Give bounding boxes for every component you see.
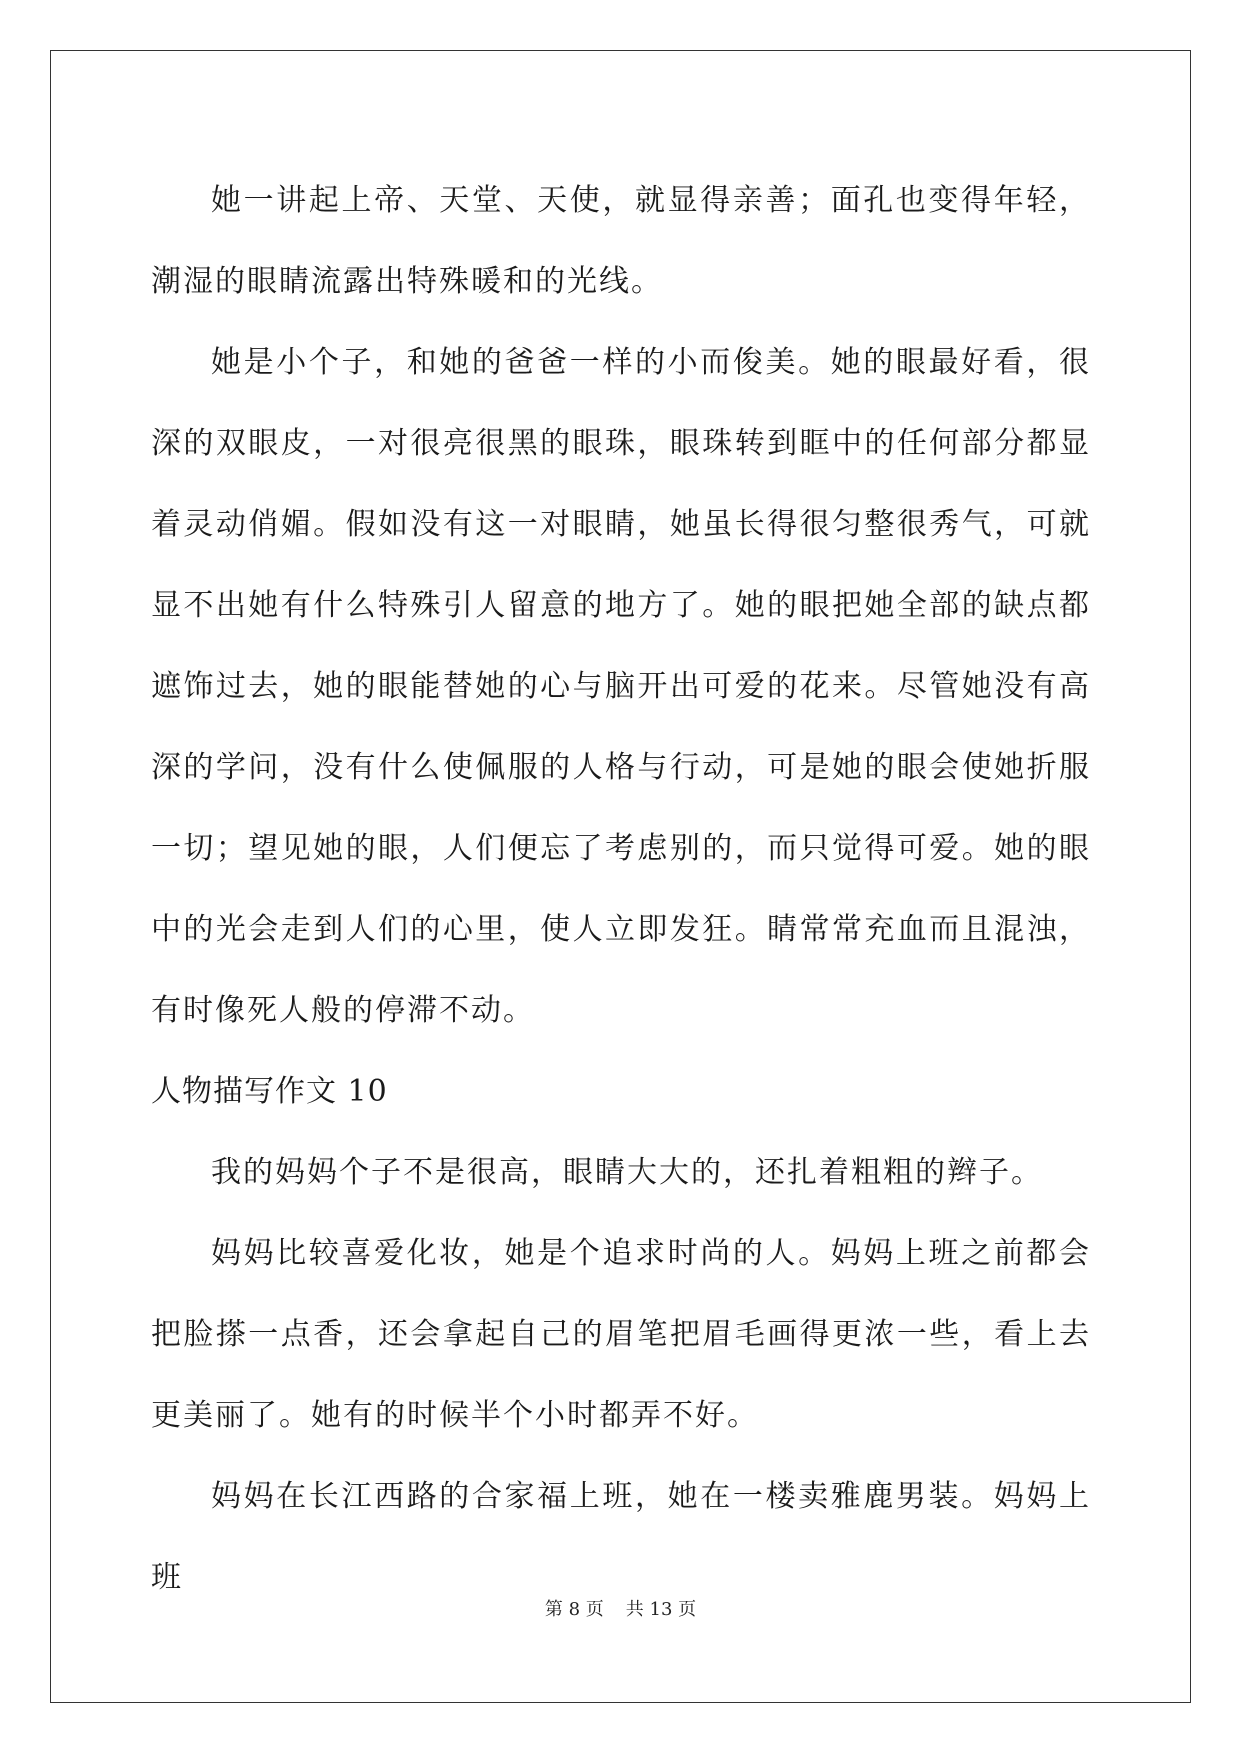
- page-total: 共 13 页: [625, 1599, 697, 1620]
- paragraph-4: 妈妈比较喜爱化妆，她是个追求时尚的人。妈妈上班之前都会把脸搽一点香，还会拿起自己的眉笔把眉毛画得更浓一些，看上去更美丽了。她有的时候半个小时都弄不好。: [151, 1236, 1091, 1433]
- paragraph-3: 我的妈妈个子不是很高，眼睛大大的，还扎着粗粗的辫子。: [211, 1155, 1043, 1190]
- page-number: 第 8 页: [544, 1599, 604, 1620]
- page-footer: [0, 1598, 1241, 1622]
- section-heading: 人物描写作文 10: [151, 1074, 388, 1109]
- document-body: [151, 160, 1091, 1618]
- paragraph-2: 她是小个子，和她的爸爸一样的小而俊美。她的眼最好看，很深的双眼皮，一对很亮很黑的眼珠，眼珠转到眶中的任何部分都显着灵动俏媚。假如没有这一对眼睛，她虽长得很匀整很秀气，可就显不出她有什么特殊引人留意的地方了。她的眼把她全部的缺点都遮饰过去，她的眼能替她的心与脑开出可爱的花来。尽管她没有高深的学问，没有什么使佩服的人格与行动，可是她的眼会使她折服一切；望见她的眼，人们便忘了考虑别的，而只觉得可爱。她的眼中的光会走到人们的心里，使人立即发狂。睛常常充血而且混浊，有时像死人般的停滞不动。: [151, 345, 1091, 1028]
- paragraph-1: 她一讲起上帝、天堂、天使，就显得亲善；面孔也变得年轻，潮湿的眼睛流露出特殊暖和的光线。: [151, 183, 1091, 299]
- paragraph-5: 妈妈在长江西路的合家福上班，她在一楼卖雅鹿男装。妈妈上班: [151, 1479, 1091, 1595]
